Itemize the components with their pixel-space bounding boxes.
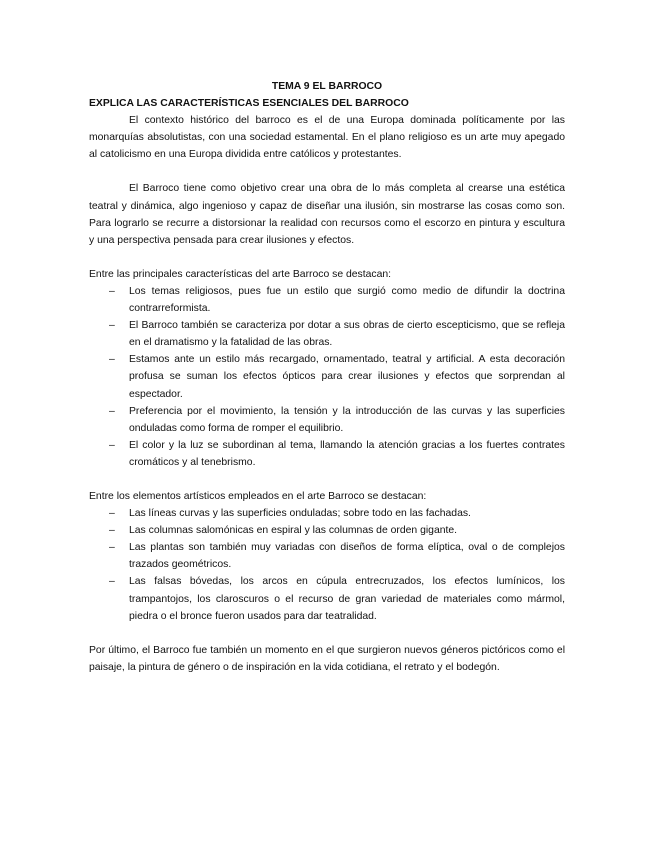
closing-paragraph: Por último, el Barroco fue también un momento en el que surgieron nuevos géneros pictóricos como el paisaje, la pintura de género o de inspiración en la vida cotidiana, el retrato y el bodegón. [89,644,565,673]
dash-bullet: – [109,508,115,520]
list-item-text: El color y la luz se subordinan al tema, llamando la atención gracias a los fuertes contrates cromáticos y al tenebrismo. [129,439,565,468]
list-item [89,351,565,402]
list-item-text: Los temas religiosos, pues fue un estilo que surgió como medio de difundir la doctrina contrarreformista. [129,285,565,315]
list-item-text: El Barroco también se caracteriza por dotar a sus obras de cierto escepticismo, que se refleja en el dramatismo y la fatalidad de las obras. [129,320,565,349]
document-page [89,78,565,676]
document-subtitle: EXPLICA LAS CARACTERÍSTICAS ESENCIALES DEL BARROCO [89,98,409,110]
list-item [89,403,565,437]
list-item [89,317,565,351]
list-item [89,573,565,624]
dash-bullet: – [109,285,115,297]
list-item-text: Las columnas salomónicas en espiral y las columnas de orden gigante. [129,525,458,537]
dash-bullet: – [109,354,115,366]
list-item [89,505,565,522]
list-item-text: Las líneas curvas y las superficies onduladas; sobre todo en las fachadas. [129,508,471,520]
list-item [89,539,565,573]
dash-bullet: – [109,525,115,537]
dash-bullet: – [109,439,115,451]
list-item-text: Las falsas bóvedas, los arcos en cúpula entrecruzados, los efectos lumínicos, los trampantojos, los claroscuros o el recurso de gran variedad de materiales como mármol, piedra o el bronce fueron usados para dar teatralidad. [129,576,565,622]
document-title: TEMA 9 EL BARROCO [271,81,383,92]
characteristics-intro: Entre las principales características del arte Barroco se destacan: [89,268,392,280]
dash-bullet: – [109,320,115,332]
paragraph-context: El contexto histórico del barroco es el de una Europa dominada políticamente por las monarquías absolutistas, con una sociedad estamental. En el plano religioso es un arte muy apegado al catolicismo en una Europa dividida entre católicos y protestantes. [89,115,565,161]
list-item [89,283,565,317]
dash-bullet: – [109,576,115,588]
paragraph-objective: El Barroco tiene como objetivo crear una obra de lo más completa al crearse una estética teatral y dinámica, algo ingenioso y capaz de diseñar una ilusión, sin mostrarse las cosas como son. Para lograrlo se recurre a distorsionar la realidad con recursos como el escorzo en pintura y escultura y una perspectiva pensada para crear ilusiones y efectos. [89,183,565,246]
list-item-text: Las plantas son también muy variadas con diseños de forma elíptica, oval o de complejos trazados geométricos. [129,542,565,571]
elements-list [89,505,565,625]
dash-bullet: – [109,542,115,554]
dash-bullet: – [109,405,115,417]
elements-intro: Entre los elementos artísticos empleados en el arte Barroco se destacan: [89,490,427,502]
list-item-text: Preferencia por el movimiento, la tensión y la introducción de las curvas y las superficies onduladas como forma de romper el equilibrio. [129,405,565,434]
list-item-text: Estamos ante un estilo más recargado, ornamentado, teatral y artificial. A esta decoración profusa se suman los efectos ópticos para crear ilusiones y efectos que sorprendan al espectador. [129,354,565,400]
list-item [89,437,565,471]
list-item [89,522,565,539]
characteristics-list [89,283,565,471]
